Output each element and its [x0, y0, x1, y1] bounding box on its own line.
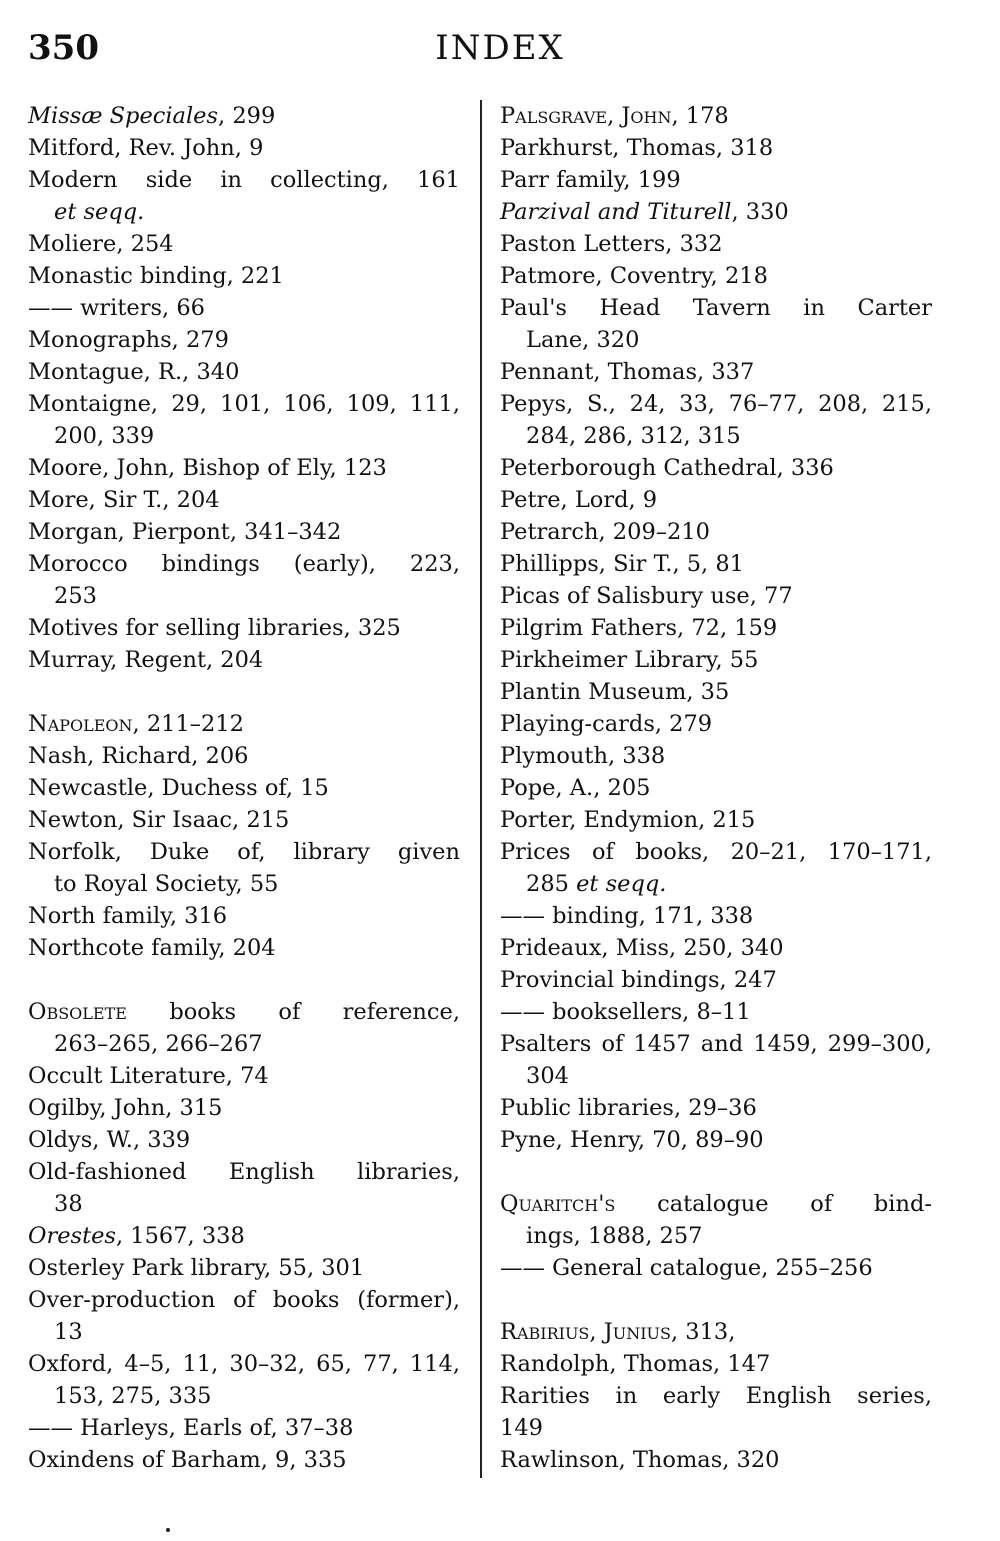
index-entry: Randolph, Thomas, 147	[500, 1351, 771, 1377]
index-entry: Prideaux, Miss, 250, 340	[500, 935, 784, 961]
index-entry: Rarities in early English series,	[500, 1383, 932, 1409]
index-entry: Oxford, 4–5, 11, 30–32, 65, 77, 114,	[28, 1351, 460, 1377]
index-entry: Motives for selling libraries, 325	[28, 615, 401, 641]
index-entry: Northcote family, 204	[28, 935, 276, 961]
page-header	[0, 28, 1000, 78]
index-entry: Parzival and Titurell, 330	[500, 199, 789, 225]
index-entry: Newton, Sir Isaac, 215	[28, 807, 290, 833]
index-entry: et seqq.	[54, 199, 145, 225]
index-spacer	[500, 1156, 932, 1188]
index-entry: Lane, 320	[526, 327, 640, 353]
index-entry: 304	[526, 1063, 569, 1089]
index-entry: 285 et seqq.	[526, 871, 667, 897]
index-entry: Moore, John, Bishop of Ely, 123	[28, 455, 387, 481]
column-divider	[480, 100, 482, 1478]
index-entry: Plymouth, 338	[500, 743, 666, 769]
index-entry: Rawlinson, Thomas, 320	[500, 1447, 780, 1473]
index-entry: Napoleon, 211–212	[28, 711, 244, 737]
index-entry: Montague, R., 340	[28, 359, 240, 385]
index-entry: —— booksellers, 8–11	[500, 999, 751, 1025]
index-entry: North family, 316	[28, 903, 228, 929]
index-entry: Nash, Richard, 206	[28, 743, 249, 769]
index-entry: 13	[54, 1319, 83, 1345]
index-entry: Petre, Lord, 9	[500, 487, 658, 513]
index-entry: Moliere, 254	[28, 231, 174, 257]
index-entry: Parkhurst, Thomas, 318	[500, 135, 774, 161]
index-entry: Morocco bindings (early), 223,	[28, 551, 460, 577]
index-entry: —— binding, 171, 338	[500, 903, 754, 929]
index-entry: Picas of Salisbury use, 77	[500, 583, 793, 609]
index-entry: Public libraries, 29–36	[500, 1095, 757, 1121]
index-entry: Peterborough Cathedral, 336	[500, 455, 834, 481]
index-spacer	[28, 964, 460, 996]
index-spacer	[28, 676, 460, 708]
index-entry: Pyne, Henry, 70, 89–90	[500, 1127, 764, 1153]
index-entry: Morgan, Pierpont, 341–342	[28, 519, 342, 545]
index-entry: 38	[54, 1191, 83, 1217]
index-entry: Petrarch, 209–210	[500, 519, 710, 545]
index-entry: 284, 286, 312, 315	[526, 423, 741, 449]
index-entry: 149	[500, 1415, 543, 1441]
index-entry: Pope, A., 205	[500, 775, 651, 801]
index-entry: Over-production of books (former),	[28, 1287, 460, 1313]
index-entry: Obsolete books of reference,	[28, 999, 460, 1025]
index-entry: Paston Letters, 332	[500, 231, 723, 257]
index-entry: 200, 339	[54, 423, 155, 449]
index-entry: Patmore, Coventry, 218	[500, 263, 768, 289]
index-entry: Pennant, Thomas, 337	[500, 359, 755, 385]
index-entry: Murray, Regent, 204	[28, 647, 264, 673]
index-entry: Osterley Park library, 55, 301	[28, 1255, 365, 1281]
index-entry: Modern side in collecting, 161	[28, 167, 460, 193]
index-entry: Prices of books, 20–21, 170–171,	[500, 839, 932, 865]
index-entry: —— General catalogue, 255–256	[500, 1255, 873, 1281]
index-entry: 263–265, 266–267	[54, 1031, 263, 1057]
index-entry: Rabirius, Junius, 313,	[500, 1319, 736, 1345]
index-entry: Ogilby, John, 315	[28, 1095, 223, 1121]
index-entry: Pirkheimer Library, 55	[500, 647, 759, 673]
index-entry: Monographs, 279	[28, 327, 229, 353]
index-entry: Newcastle, Duchess of, 15	[28, 775, 329, 801]
index-entry: Porter, Endymion, 215	[500, 807, 756, 833]
index-column-right	[500, 100, 932, 1476]
index-entry: to Royal Society, 55	[54, 871, 279, 897]
index-entry: —— Harleys, Earls of, 37–38	[28, 1415, 354, 1441]
index-entry: Oxindens of Barham, 9, 335	[28, 1447, 347, 1473]
index-entry: Oldys, W., 339	[28, 1127, 191, 1153]
index-entry: Playing-cards, 279	[500, 711, 713, 737]
index-entry: More, Sir T., 204	[28, 487, 220, 513]
printer-mark	[166, 1528, 170, 1532]
index-entry: Plantin Museum, 35	[500, 679, 730, 705]
page-title: INDEX	[435, 28, 565, 68]
index-entry: Palsgrave, John, 178	[500, 103, 729, 129]
index-entry: Quaritch's catalogue of bind-	[500, 1191, 932, 1217]
index-entry: Orestes, 1567, 338	[28, 1223, 245, 1249]
index-entry: Montaigne, 29, 101, 106, 109, 111,	[28, 391, 460, 417]
index-entry: Paul's Head Tavern in Carter	[500, 295, 932, 321]
index-column-left	[28, 100, 460, 1476]
index-entry: —— writers, 66	[28, 295, 205, 321]
index-entry: Mitford, Rev. John, 9	[28, 135, 264, 161]
index-entry: Pepys, S., 24, 33, 76–77, 208, 215,	[500, 391, 932, 417]
index-entry: Old-fashioned English libraries,	[28, 1159, 460, 1185]
index-entry: Psalters of 1457 and 1459, 299–300,	[500, 1031, 932, 1057]
index-spacer	[500, 1284, 932, 1316]
index-entry: Phillipps, Sir T., 5, 81	[500, 551, 744, 577]
index-entry: 253	[54, 583, 97, 609]
index-entry: Occult Literature, 74	[28, 1063, 269, 1089]
page-number: 350	[28, 28, 99, 68]
index-entry: Pilgrim Fathers, 72, 159	[500, 615, 778, 641]
index-entry: Monastic binding, 221	[28, 263, 284, 289]
index-entry: Provincial bindings, 247	[500, 967, 777, 993]
index-entry: Parr family, 199	[500, 167, 681, 193]
index-entry: 153, 275, 335	[54, 1383, 212, 1409]
index-entry: Missæ Speciales, 299	[28, 103, 276, 129]
index-entry: ings, 1888, 257	[526, 1223, 703, 1249]
index-entry: Norfolk, Duke of, library given	[28, 839, 460, 865]
